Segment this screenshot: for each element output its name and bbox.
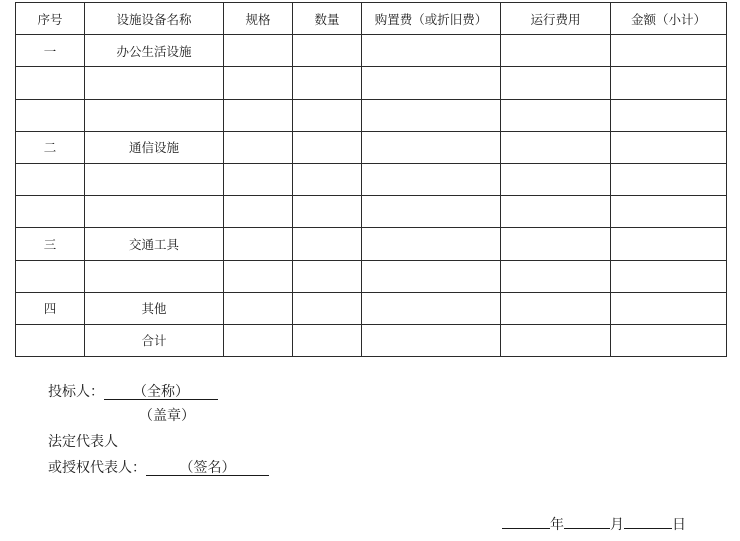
cell-purchase-cost[interactable] — [362, 228, 501, 260]
cell-subtotal-amount[interactable] — [611, 324, 727, 356]
cell-subtotal-amount[interactable] — [611, 67, 727, 99]
header-specification: 规格 — [224, 3, 293, 35]
cell-operating-cost[interactable] — [501, 292, 611, 324]
cell-purchase-cost[interactable] — [362, 163, 501, 195]
table-header-row — [16, 3, 727, 35]
cell-specification[interactable] — [224, 324, 293, 356]
cell-subtotal-amount[interactable] — [611, 196, 727, 228]
cell-operating-cost[interactable] — [501, 324, 611, 356]
table-row — [16, 260, 727, 292]
cell-operating-cost[interactable] — [501, 99, 611, 131]
header-quantity: 数量 — [293, 3, 362, 35]
cell-operating-cost[interactable] — [501, 163, 611, 195]
table-row — [16, 324, 727, 356]
bidder-label: 投标人： — [48, 384, 104, 400]
table-row — [16, 163, 727, 195]
cell-purchase-cost[interactable] — [362, 324, 501, 356]
cell-specification[interactable] — [224, 260, 293, 292]
cell-subtotal-amount[interactable] — [611, 99, 727, 131]
signature-field[interactable] — [146, 459, 269, 476]
cell-operating-cost[interactable] — [501, 131, 611, 163]
year-label: 年 — [550, 517, 564, 533]
cell-equipment-name[interactable] — [85, 99, 224, 131]
month-label: 月 — [610, 517, 624, 533]
cell-purchase-cost[interactable] — [362, 67, 501, 99]
legal-rep-label: 法定代表人 — [48, 434, 118, 450]
cell-quantity[interactable] — [293, 35, 362, 67]
table-body — [16, 35, 727, 357]
cell-equipment-name[interactable] — [85, 163, 224, 195]
equipment-cost-table — [15, 2, 727, 357]
cell-quantity[interactable] — [293, 260, 362, 292]
cell-quantity[interactable] — [293, 131, 362, 163]
month-field[interactable] — [564, 512, 610, 529]
cell-serial-no[interactable]: 一 — [16, 35, 85, 67]
cell-quantity[interactable] — [293, 67, 362, 99]
cell-purchase-cost[interactable] — [362, 196, 501, 228]
table-row — [16, 35, 727, 67]
header-equipment-name: 设施设备名称 — [85, 3, 224, 35]
cell-purchase-cost[interactable] — [362, 292, 501, 324]
cell-equipment-name[interactable]: 通信设施 — [85, 131, 224, 163]
cell-serial-no[interactable]: 二 — [16, 131, 85, 163]
cell-specification[interactable] — [224, 99, 293, 131]
cell-specification[interactable] — [224, 35, 293, 67]
cell-operating-cost[interactable] — [501, 196, 611, 228]
cell-equipment-name[interactable]: 其他 — [85, 292, 224, 324]
cell-subtotal-amount[interactable] — [611, 228, 727, 260]
cell-equipment-name[interactable] — [85, 67, 224, 99]
year-field[interactable] — [502, 512, 550, 529]
cell-specification[interactable] — [224, 196, 293, 228]
cell-serial-no[interactable] — [16, 196, 85, 228]
signature-hint: （签名） — [179, 460, 236, 476]
cell-subtotal-amount[interactable] — [611, 292, 727, 324]
cell-quantity[interactable] — [293, 228, 362, 260]
table-row — [16, 228, 727, 260]
cell-purchase-cost[interactable] — [362, 131, 501, 163]
cell-serial-no[interactable]: 三 — [16, 228, 85, 260]
table-row — [16, 67, 727, 99]
day-label: 日 — [672, 517, 686, 533]
cell-serial-no[interactable] — [16, 67, 85, 99]
cell-quantity[interactable] — [293, 196, 362, 228]
cell-quantity[interactable] — [293, 163, 362, 195]
header-purchase-cost: 购置费（或折旧费） — [362, 3, 501, 35]
cell-serial-no[interactable] — [16, 324, 85, 356]
authorized-rep-label: 或授权代表人： — [48, 460, 146, 476]
date-line — [502, 512, 686, 534]
cell-subtotal-amount[interactable] — [611, 131, 727, 163]
seal-hint-line — [139, 407, 195, 425]
cell-specification[interactable] — [224, 131, 293, 163]
cell-operating-cost[interactable] — [501, 67, 611, 99]
header-operating-cost: 运行费用 — [501, 3, 611, 35]
cell-equipment-name[interactable] — [85, 196, 224, 228]
table-row — [16, 131, 727, 163]
cell-equipment-name[interactable] — [85, 260, 224, 292]
cell-specification[interactable] — [224, 67, 293, 99]
cell-serial-no[interactable]: 四 — [16, 292, 85, 324]
legal-rep-line — [48, 433, 118, 451]
cell-quantity[interactable] — [293, 292, 362, 324]
cell-operating-cost[interactable] — [501, 260, 611, 292]
cell-quantity[interactable] — [293, 324, 362, 356]
cell-serial-no[interactable] — [16, 260, 85, 292]
cell-specification[interactable] — [224, 228, 293, 260]
day-field[interactable] — [624, 512, 672, 529]
cell-equipment-name[interactable]: 合计 — [85, 324, 224, 356]
cell-operating-cost[interactable] — [501, 35, 611, 67]
header-subtotal-amount: 金额（小计） — [611, 3, 727, 35]
table-row — [16, 99, 727, 131]
cell-subtotal-amount[interactable] — [611, 163, 727, 195]
equipment-cost-table-wrapper — [15, 2, 727, 357]
cell-specification[interactable] — [224, 163, 293, 195]
cell-equipment-name[interactable]: 办公生活设施 — [85, 35, 224, 67]
table-row — [16, 292, 727, 324]
bidder-line — [48, 383, 218, 401]
cell-quantity[interactable] — [293, 99, 362, 131]
cell-equipment-name[interactable]: 交通工具 — [85, 228, 224, 260]
cell-purchase-cost[interactable] — [362, 260, 501, 292]
header-serial-no: 序号 — [16, 3, 85, 35]
cell-purchase-cost[interactable] — [362, 35, 501, 67]
cell-operating-cost[interactable] — [501, 228, 611, 260]
authorized-rep-line — [48, 459, 269, 477]
cell-subtotal-amount[interactable] — [611, 35, 727, 67]
cell-serial-no[interactable] — [16, 99, 85, 131]
cell-purchase-cost[interactable] — [362, 99, 501, 131]
cell-subtotal-amount[interactable] — [611, 260, 727, 292]
cell-specification[interactable] — [224, 292, 293, 324]
cell-serial-no[interactable] — [16, 163, 85, 195]
bidder-name-field[interactable] — [104, 383, 218, 400]
bidder-name-hint: （全称） — [133, 384, 189, 400]
table-row — [16, 196, 727, 228]
seal-hint: （盖章） — [139, 408, 195, 424]
